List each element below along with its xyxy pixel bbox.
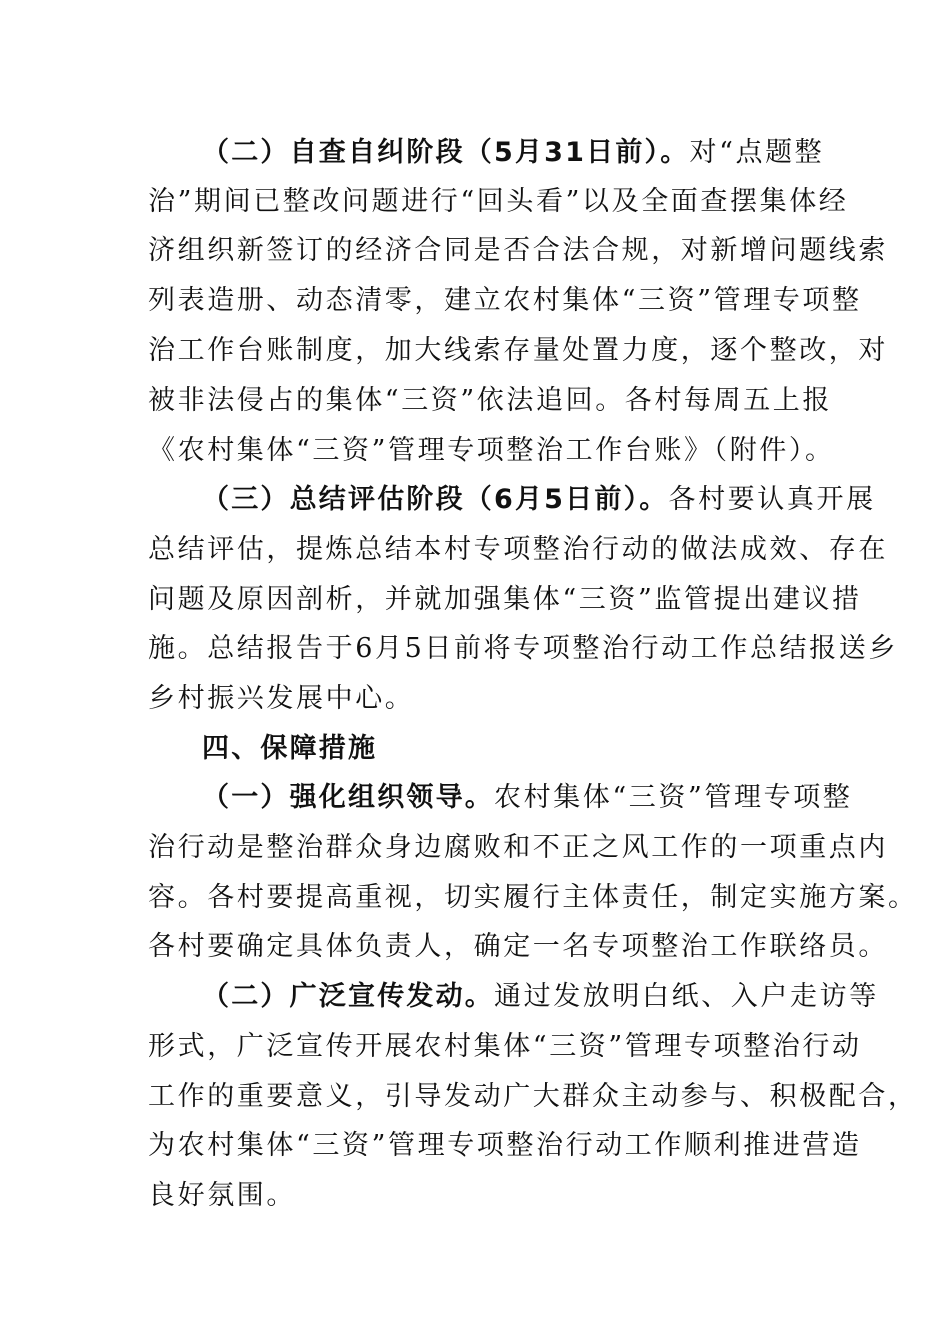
measure-1-text: 农村集体“三资”管理专项整 [494,782,853,813]
paragraph-stage-2-line-3: 济组织新签订的经济合同是否合法合规，对新增问题线索 [148,235,888,266]
paragraph-measure-2-line-1 [202,980,879,1014]
paragraph-measure-1-line-4: 各村要确定具体负责人，确定一名专项整治工作联络员。 [148,931,888,962]
stage-2-text: 对“点题整 [689,137,825,168]
paragraph-stage-2-line-6: 被非法侵占的集体“三资”依法追回。各村每周五上报 [148,385,833,416]
section-4-heading: 四、保障措施 [202,733,378,764]
paragraph-measure-2-line-5: 良好氛围。 [148,1180,296,1211]
stage-3-text: 各村要认真开展 [668,484,876,515]
paragraph-measure-2-line-4: 为农村集体“三资”管理专项整治行动工作顺利推进营造 [148,1130,862,1161]
paragraph-stage-3-line-4: 施。总结报告于6月5日前将专项整治行动工作总结报送乡 [148,633,898,664]
paragraph-stage-2-line-1 [202,136,824,170]
paragraph-stage-3-line-5: 乡村振兴发展中心。 [148,683,415,714]
paragraph-stage-2-line-7: 《农村集体“三资”管理专项整治工作台账》（附件）。 [148,435,835,466]
paragraph-stage-2-line-5: 治工作台账制度，加大线索存量处置力度，逐个整改，对 [148,335,888,366]
stage-2-heading: （二）自查自纠阶段（5月31日前）。 [202,137,690,168]
paragraph-stage-2-line-4: 列表造册、动态清零，建立农村集体“三资”管理专项整 [148,285,862,316]
paragraph-stage-3-line-2: 总结评估，提炼总结本村专项整治行动的做法成效、存在 [148,534,888,565]
measure-1-heading: （一）强化组织领导。 [202,782,494,813]
paragraph-stage-3-line-3: 问题及原因剖析，并就加强集体“三资”监管提出建议措 [148,584,862,615]
paragraph-stage-3-line-1 [202,483,876,517]
stage-3-heading: （三）总结评估阶段（6月5日前）。 [202,484,669,515]
paragraph-measure-1-line-3: 容。各村要提高重视，切实履行主体责任，制定实施方案。 [148,882,918,913]
paragraph-measure-2-line-2: 形式，广泛宣传开展农村集体“三资”管理专项整治行动 [148,1031,862,1062]
measure-2-text: 通过发放明白纸、入户走访等 [494,981,879,1012]
measure-2-heading: （二）广泛宣传发动。 [202,981,494,1012]
paragraph-measure-1-line-1 [202,781,852,815]
paragraph-measure-2-line-3: 工作的重要意义，引导发动广大群众主动参与、积极配合， [148,1081,918,1112]
paragraph-stage-2-line-2: 治”期间已整改问题进行“回头看”以及全面查摆集体经 [148,186,849,217]
paragraph-measure-1-line-2: 治行动是整治群众身边腐败和不正之风工作的一项重点内 [148,832,888,863]
